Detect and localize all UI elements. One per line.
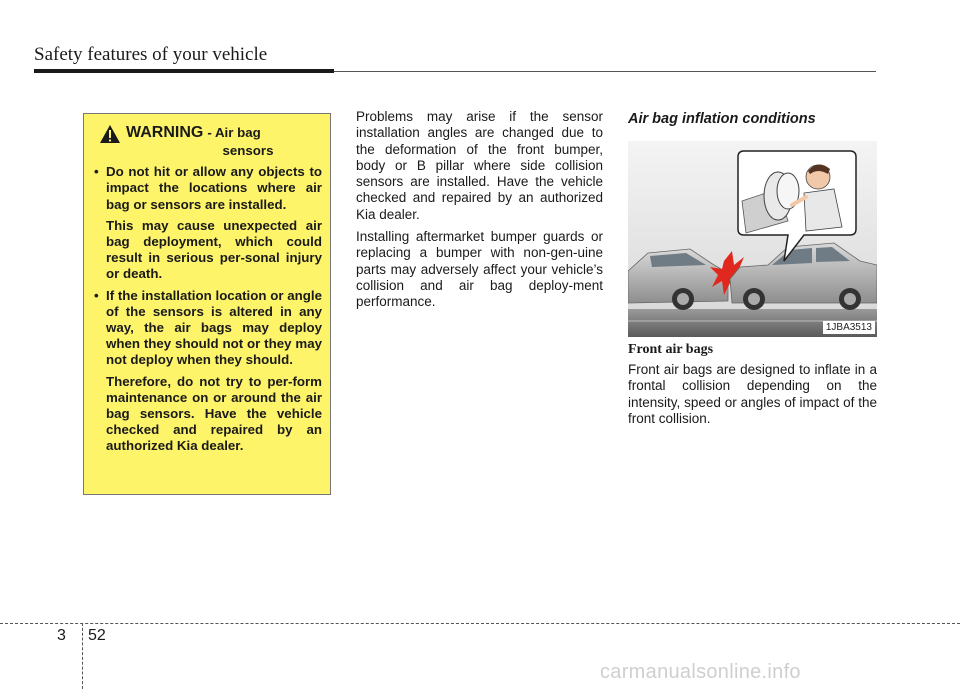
body-paragraph: Installing aftermarket bumper guards or replacing a bumper with non-gen-uine parts may adversely affect your vehicle’s collision and air bag deploy-ment performance. [356, 229, 603, 310]
bullet-dot: • [94, 287, 99, 303]
body-paragraph: Problems may arise if the sensor installation angles are changed due to the deformation of the front bumper, body or B pillar where side collision sensors are installed. Have the vehicle checked and repaired by an authorized Kia dealer. [356, 109, 603, 222]
footer-divider [82, 623, 83, 689]
warning-box [83, 113, 331, 495]
collision-illustration-image [628, 141, 877, 337]
chapter-number: 3 [57, 627, 66, 644]
watermark-text: carmanualsonline.info [600, 661, 801, 683]
warning-paragraph: This may cause unexpected air bag deployment, which could result in serious per-sonal injury or death. [106, 217, 322, 282]
section-title: Air bag inflation conditions [628, 111, 816, 127]
page-number: 52 [88, 627, 106, 644]
body-paragraph: Front air bags are designed to inflate in a frontal collision depending on the intensity, speed or angles of impact of the front collision. [628, 362, 877, 426]
middle-column [356, 109, 603, 317]
warning-paragraph: Therefore, do not try to per-form maintenance on or around the air bag sensors. Have the vehicle checked and repaired by an authorized Kia dealer. [106, 373, 322, 454]
footer-rule [0, 623, 960, 624]
header-rule-thin [334, 71, 876, 72]
warning-paragraph: If the installation location or angle of the sensors is altered in any way, the air bags may deploy when they should not or they may not deploy when they should. [106, 287, 322, 368]
header-title: Safety features of your vehicle [34, 44, 268, 65]
warning-subtitle-line2: sensors [222, 143, 274, 158]
warning-paragraph: Do not hit or allow any objects to impact the locations where air bag or sensors are installed. [106, 164, 322, 212]
bullet-dot: • [94, 164, 99, 180]
header-rule-thick [34, 69, 334, 73]
warning-bullet [94, 288, 322, 455]
warning-heading [99, 124, 322, 144]
right-column [628, 109, 877, 426]
figure-code: 1JBA3513 [823, 321, 875, 334]
warning-label: WARNING [126, 124, 204, 141]
subheading: Front air bags [628, 342, 714, 357]
warning-triangle-icon [99, 124, 121, 144]
warning-subtitle-line1: - Air bag [207, 125, 261, 140]
airbag-collision-illustration [628, 141, 877, 337]
warning-bullet [94, 164, 322, 282]
